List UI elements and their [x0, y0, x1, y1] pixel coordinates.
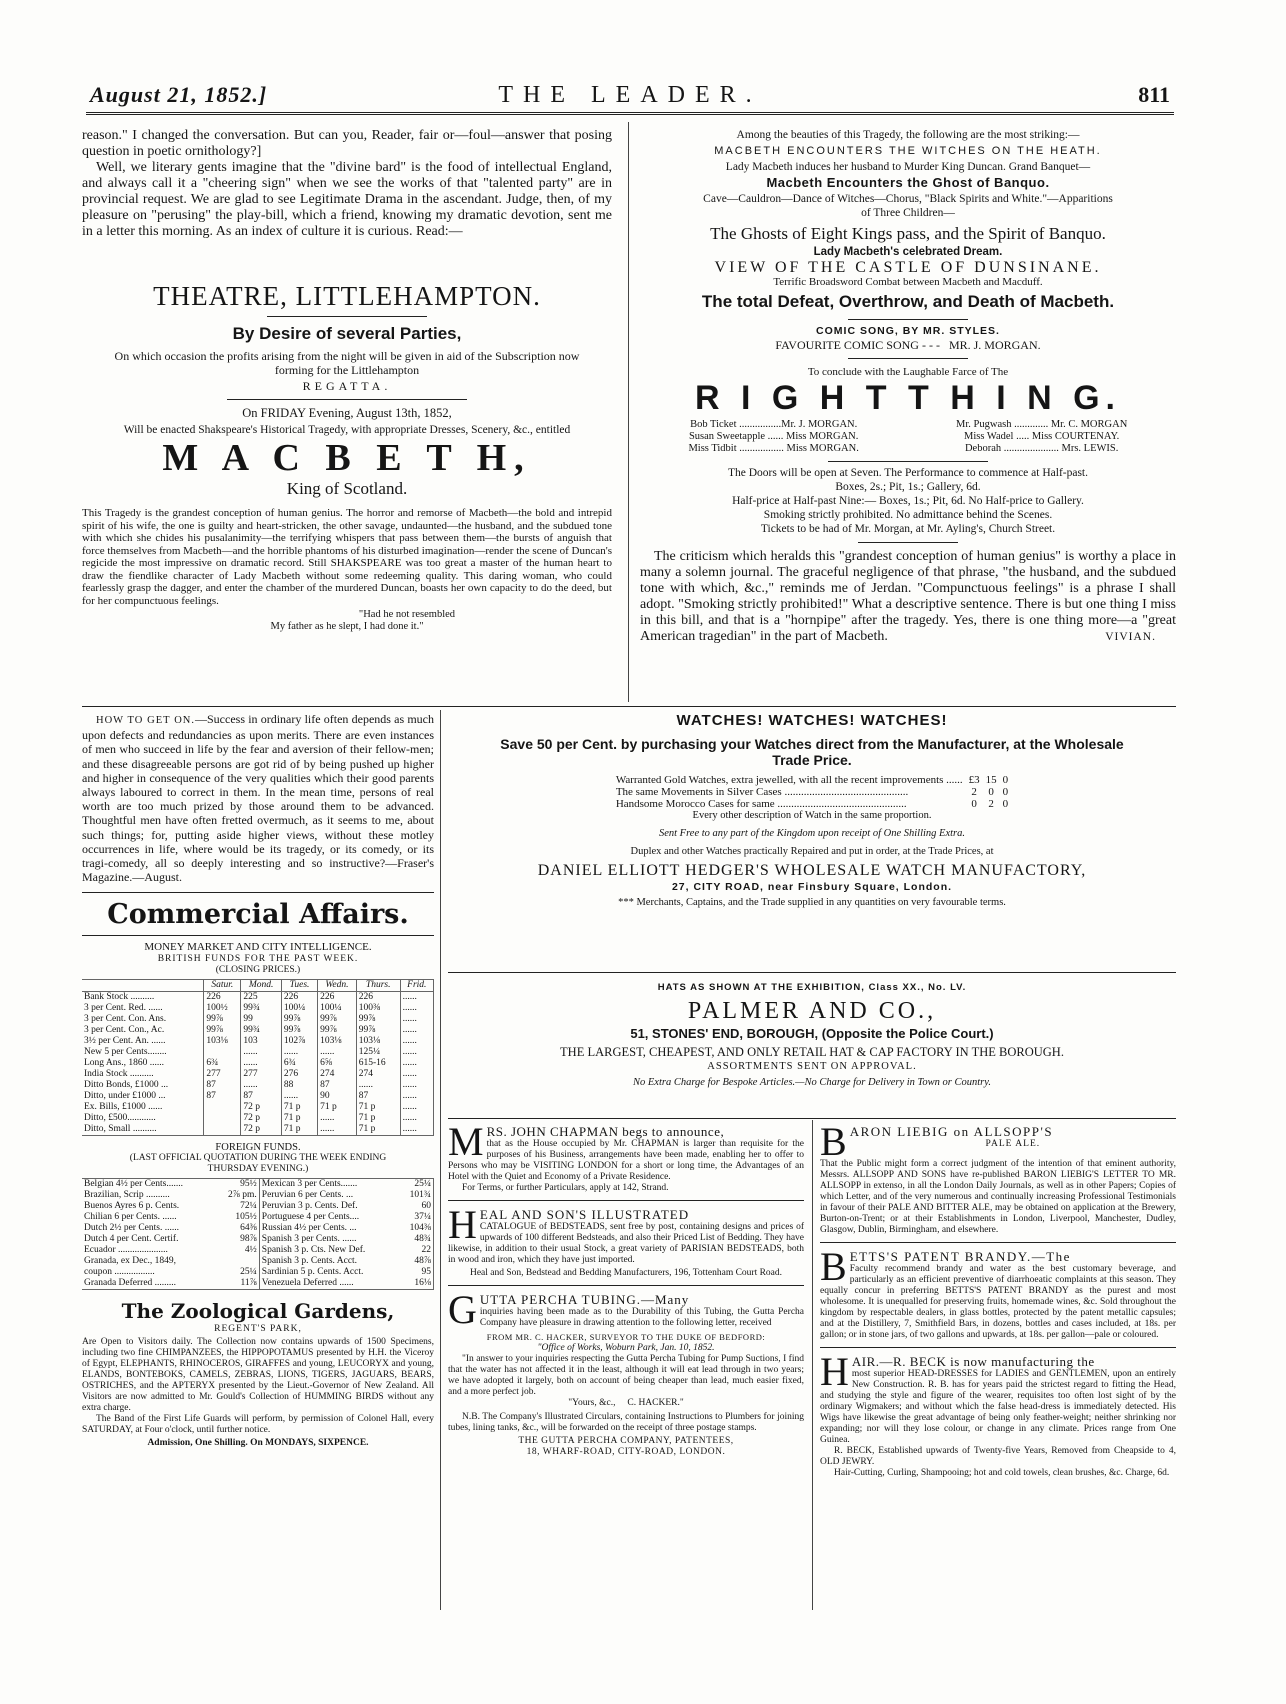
funds-cell: 72 p: [241, 1102, 282, 1113]
favourite-left: FAVOURITE COMIC SONG - - -: [775, 338, 940, 352]
foreign-row: [82, 1223, 434, 1234]
foreign-cell: 64⅜: [216, 1223, 259, 1234]
betts-ad: [820, 1244, 1176, 1341]
heal-sign: Heal and Son, Bedstead and Bedding Manufacturers, 196, Tottenham Court Road.: [469, 1268, 783, 1278]
comment-text: The criticism which heralds this "grandest conception of human genius" is worthy a place in many a solemn journal. The graceful negligence of that phrase, "the husband, and the subdued tone with which, &c.," reminds me of Jerdan. "Compunctuous feelings" is a phrase I shall adopt. "Smoking strictly prohibited!" What a descriptive sentence. There is but one thing I miss in this bill, and that is a "hornpipe" after the tragedy. Yes, there is one thing more—a "great American tragedian" in the part of Macbeth.: [640, 549, 1176, 644]
watches-ad: [448, 712, 1176, 909]
letter-para-1: reason." I changed the conversation. But can you, Reader, fair or—foul—answer that posing question in poetic ornithology?]: [82, 128, 612, 159]
drop-cap: H: [820, 1349, 849, 1394]
foreign-row: [82, 1212, 434, 1223]
signature: VIVIAN.: [1105, 631, 1156, 643]
quote-line-2: My father as he slept, I had done it.": [270, 621, 424, 632]
funds-cell: [204, 1124, 241, 1136]
foreign-row: [82, 1278, 434, 1290]
foreign-cell: Peruvian 3 p. Cents. Def.: [261, 1201, 358, 1212]
foreign-cell: 95½: [216, 1179, 259, 1191]
beauties-line: Among the beauties of this Tragedy, the following are the most striking:—: [736, 129, 1080, 141]
funds-cell: ......: [318, 1124, 357, 1136]
funds-col-header: Mond.: [241, 980, 282, 992]
liebig-ad: [820, 1119, 1176, 1236]
funds-cell: 99⅞: [204, 1014, 241, 1025]
funds-cell: 226: [281, 992, 317, 1004]
funds-cell: ......: [400, 1025, 433, 1036]
funds-cell: Ditto Bonds, £1000 ...: [82, 1080, 204, 1091]
funds-cell: Bank Stock ..........: [82, 992, 204, 1004]
funds-cell: Ditto, Small ..........: [82, 1124, 204, 1136]
funds-cell: 71 p: [356, 1102, 400, 1113]
drop-cap: M: [448, 1119, 484, 1164]
favourite-right: MR. J. MORGAN.: [948, 338, 1041, 352]
funds-cell: 71 p: [356, 1113, 400, 1124]
gutta-letter: "In answer to your inquiries respecting the Gutta Percha Tubing for Pump Suctions, I find that the water has not affected it in the least, although it will eat lead through in two years; we have adopted it largely, both on account of being cheaper than lead, much easier fixed, and a more perfect job.: [448, 1354, 804, 1397]
heal-title: EAL AND SON'S ILLUSTRATED: [479, 1207, 690, 1222]
foreign-row: [82, 1179, 434, 1191]
foreign-cell: Granada Deferred .........: [84, 1278, 177, 1289]
funds-cell: ......: [400, 1102, 433, 1113]
city-road: 27, CITY ROAD, near Finsbury Square, London.: [671, 881, 953, 893]
cast-table: [640, 419, 1176, 455]
lower-left-column: [82, 712, 434, 1449]
funds-cell: ......: [241, 1047, 282, 1058]
how-to-text: —Success in ordinary life often depends as much upon defects and redundancies as upon merits. There are even instances of men who succeed in life by the fear and aversion of their fellow-men; and these disagreeable persons are got rid of by being pushed up higher and higher in consequence of the very qualities which their good parents always laboured to correct in them. In the mean time, persons of real worth are too much prized by those around them to be advanced. Thoughtful men have often fretted overmuch, as it seems to me, about such things; for, putting aside higher views, without these motley occurrences in life, where would be its tragedy, or its comedy, or its tragi-comedy, all so deeply interesting and so instructive?—Fraser's Magazine.—August.: [82, 712, 435, 885]
funds-cell: 226: [318, 992, 357, 1004]
funds-cell: ......: [318, 1113, 357, 1124]
theatre-title: THEATRE, LITTLEHAMPTON.: [153, 281, 541, 311]
letter-para-2: Well, we literary gents imagine that the "divine bard" is the food of intellectual England, and always call it a "cheering sign" when we see the works of that "talented party" are in provincial request. We are glad to see Legitimate Drama in the ascendant. Judge, then, of my pleasure on "perusing" the play-bill, which a friend, knowing my dramatic devotion, sent me in a letter this morning. As an index of culture it is curious. Read:—: [82, 160, 612, 239]
british-funds-table: [82, 979, 434, 1136]
funds-cell: Ditto, under £1000 ...: [82, 1091, 204, 1102]
zoo-band: The Band of the First Life Guards will perform, by permission of Colonel Hall, every SATURDAY, at Four o'clock, until further notice.: [82, 1414, 434, 1436]
funds-cell: ......: [281, 1047, 317, 1058]
foreign-cell: Peruvian 6 per Cents. ...: [261, 1190, 354, 1201]
funds-cell: 99¾: [241, 1003, 282, 1014]
funds-cell: 99⅞: [281, 1025, 317, 1036]
funds-cell: 71 p: [281, 1124, 317, 1136]
hair-text: most superior HEAD-DRESSES for LADIES and GENTLEMEN, upon an entirely New Construction. R. B. has for years paid the strictest regard to fitting the Head, and studying the style and figure of the wearer, requisites too often lost sight of by the ordinary Wigmakers; and without which the false head-dress is immediately detected. His Wigs have likewise the great advantage of being only feather-weight; neither shrinking nor expanding; nor will they lose colour, or change in any climate. Prices range from One Guinea.: [820, 1369, 1176, 1445]
foreign-cell: Spanish 3 per Cents. ......: [261, 1234, 357, 1245]
money-market: MONEY MARKET AND CITY INTELLIGENCE.: [144, 941, 372, 954]
funds-cell: 103: [241, 1036, 282, 1047]
liebig-title: ARON LIEBIG on ALLSOPP'S: [849, 1124, 1054, 1139]
funds-cell: ......: [318, 1047, 357, 1058]
foreign-cell: 11⅞: [216, 1278, 259, 1290]
zoo-heading: The Zoological Gardens,: [121, 1299, 395, 1324]
funds-row: [82, 1047, 434, 1058]
foreign-cell: 4½: [216, 1245, 259, 1256]
page-header: [90, 82, 1170, 108]
foreign-row: [82, 1267, 434, 1278]
middle-ads: [448, 1119, 804, 1458]
gutta-company: THE GUTTA PERCHA COMPANY, PATENTEES,: [518, 1436, 734, 1446]
hair-cut: Hair-Cutting, Curling, Shampooing; hot and cold towels, clean brushes, &c. Charge, 6d.: [834, 1468, 1170, 1478]
funds-cell: 274: [318, 1069, 357, 1080]
funds-cell: 99⅞: [204, 1025, 241, 1036]
palmer-name: PALMER AND CO.,: [687, 998, 937, 1024]
sent-free: Sent Free to any part of the Kingdom upon receipt of One Shilling Extra.: [658, 828, 965, 839]
funds-cell: 99⅞: [356, 1014, 400, 1025]
funds-col-header: Thurs.: [356, 980, 400, 992]
foreign-cell: Belgian 4½ per Cents.......: [84, 1179, 183, 1190]
funds-cell: ......: [400, 1069, 433, 1080]
funds-cell: 99: [241, 1014, 282, 1025]
foreign-cell: Russian 4½ per Cents. ...: [261, 1223, 357, 1234]
funds-cell: 90: [318, 1091, 357, 1102]
funds-cell: 99⅞: [318, 1025, 357, 1036]
funds-cell: Ditto, £500............: [82, 1113, 204, 1124]
header-rule: [86, 112, 1174, 115]
funds-cell: 99⅞: [318, 1014, 357, 1025]
funds-row: [82, 992, 434, 1004]
funds-cell: 103⅛: [356, 1036, 400, 1047]
hedger-factory: DANIEL ELLIOTT HEDGER'S WHOLESALE WATCH MANUFACTORY,: [537, 862, 1087, 879]
zoo-text: Are Open to Visitors daily. The Collection now contains upwards of 1500 Specimens, including two fine CHIMPANZEES, the HIPPOPOTAMUS presented by H.H. the Viceroy of Egypt, ELEPHANTS, RHINOCEROS, GIRAFFES and young, LEUCORYX and young, ELANDS, BONTEBOKS, CAMELS, ZEBRAS, LIONS, TIGERS, JAGUARS, BEARS, OSTRICHES, and the APTERYX presented by the Lieut.-Governor of New Zealand. All Visitors are now admitted to Mr. Gould's Collection of HUMMING BIRDS without any extra charge.: [82, 1337, 434, 1414]
funds-cell: 615-16: [356, 1058, 400, 1069]
foreign-cell: Brazilian, Scrip ..........: [84, 1190, 170, 1201]
funds-cell: ......: [281, 1091, 317, 1102]
funds-col-header: Satur.: [204, 980, 241, 992]
foreign-cell: Spanish 3 p. Cents. Acct.: [261, 1256, 358, 1267]
funds-cell: India Stock ..........: [82, 1069, 204, 1080]
foreign-cell: coupon .................: [84, 1267, 155, 1278]
british-funds: BRITISH FUNDS FOR THE PAST WEEK.: [157, 954, 359, 965]
funds-cell: [204, 1047, 241, 1058]
funds-cell: ......: [400, 1036, 433, 1047]
desire-line: By Desire of several Parties,: [232, 324, 462, 343]
drop-cap: G: [448, 1287, 477, 1332]
smoking-line: Smoking strictly prohibited. No admittance behind the Scenes.: [763, 509, 1053, 521]
foreign-cell: Portuguese 4 per Cents....: [261, 1212, 360, 1223]
foreign-cell: 25¼: [216, 1267, 259, 1278]
quote-line-1: "Had he not resembled: [358, 609, 456, 620]
funds-cell: 125¼: [356, 1047, 400, 1058]
duplex: Duplex and other Watches practically Repaired and put in order, at the Trade Prices, at: [630, 846, 994, 857]
funds-cell: 277: [204, 1069, 241, 1080]
funds-col-header: Frid.: [400, 980, 433, 992]
header-page-number: 811: [1138, 82, 1170, 107]
betts-title: ETTS'S PATENT BRANDY.—The: [849, 1249, 1071, 1264]
letter-column: [82, 128, 612, 240]
cast-cell: Susan Sweetapple ...... Miss MORGAN.: [688, 431, 859, 442]
funds-cell: 225: [241, 992, 282, 1004]
how-to-lead: HOW TO GET ON.: [96, 715, 195, 726]
funds-cell: ......: [356, 1080, 400, 1091]
funds-row: [82, 1124, 434, 1136]
gutta-ad: [448, 1287, 804, 1458]
funds-cell: 102⅞: [281, 1036, 317, 1047]
funds-cell: ......: [400, 1124, 433, 1136]
foreign-cell: 48⅞: [400, 1256, 434, 1267]
macbeth-title: M A C B E T H,: [162, 437, 532, 479]
playbill-right: [640, 128, 1176, 644]
funds-cell: 87: [204, 1091, 241, 1102]
no-extra: No Extra Charge for Bespoke Articles.—No Charge for Delivery in Town or Country.: [633, 1077, 991, 1088]
closing-prices: (CLOSING PRICES.): [215, 965, 301, 976]
combat-line: Terrific Broadsword Combat between Macbeth and Macduff.: [773, 276, 1043, 288]
foreign-cell: Chilian 6 per Cents. ......: [84, 1212, 177, 1223]
funds-cell: ......: [241, 1080, 282, 1091]
hats-shown: HATS AS SHOWN AT THE EXHIBITION, Class XX., No. LV.: [657, 982, 967, 993]
defeat-line: The total Defeat, Overthrow, and Death of Macbeth.: [701, 292, 1115, 311]
funds-cell: 88: [281, 1080, 317, 1091]
friday-line: On FRIDAY Evening, August 13th, 1852,: [242, 406, 452, 420]
funds-cell: 72 p: [241, 1113, 282, 1124]
gutta-from: FROM MR. C. HACKER, SURVEYOR TO THE DUKE OF BEDFORD:: [486, 1332, 766, 1342]
gutta-title: UTTA PERCHA TUBING.—Many: [479, 1292, 690, 1307]
funds-cell: 276: [281, 1069, 317, 1080]
cast-cell: Miss Wadel ..... Miss COURTENAY.: [964, 431, 1120, 442]
king-of-scotland: King of Scotland.: [286, 479, 408, 498]
funds-row: [82, 1036, 434, 1047]
watch-row: Warranted Gold Watches, extra jewelled, with all the recent improvements ...... £3 15 0: [615, 774, 1009, 786]
funds-cell: 71 p: [356, 1124, 400, 1136]
funds-cell: ......: [400, 992, 433, 1004]
funds-cell: 87: [204, 1080, 241, 1091]
half-price-line: Half-price at Half-past Nine:— Boxes, 1s.; Pit, 6d. No Half-price to Gallery.: [732, 495, 1084, 507]
chapman-text: that as the House occupied by Mr. CHAPMAN is larger than requisite for the purposes of his Business, arrangements have been made, enabling her to offer to Persons who may be VISITING LONDON for a short or long time, the Advantages of an Hotel with the Quiet and Economy of a Private Residence.: [448, 1139, 804, 1182]
doors-line: The Doors will be open at Seven. The Performance to commence at Half-past.: [728, 467, 1088, 479]
every-other: Every other description of Watch in the same proportion.: [692, 810, 932, 821]
foreign-cell: 48¾: [400, 1234, 434, 1245]
watches-heading: WATCHES! WATCHES! WATCHES!: [676, 712, 948, 729]
how-to-get-on: [82, 712, 434, 884]
funds-cell: 87: [241, 1091, 282, 1102]
palmer-address: 51, STONES' END, BOROUGH, (Opposite the Police Court.): [630, 1026, 994, 1041]
drop-cap: H: [448, 1202, 477, 1247]
foreign-cell: 72¼: [216, 1201, 259, 1212]
funds-cell: 100¼: [318, 1003, 357, 1014]
funds-cell: Long Ans., 1860 ......: [82, 1058, 204, 1069]
funds-cell: 6¾: [204, 1058, 241, 1069]
funds-cell: 71 p: [318, 1102, 357, 1113]
boxes-line: Boxes, 2s.; Pit, 1s.; Gallery, 6d.: [835, 481, 981, 493]
drop-cap: B: [820, 1119, 847, 1164]
foreign-cell: 98⅞: [216, 1234, 259, 1245]
funds-cell: ......: [400, 1091, 433, 1102]
foreign-cell: Dutch 4 per Cent. Certif.: [84, 1234, 179, 1245]
foreign-cell: 16⅛: [400, 1278, 434, 1290]
gutta-hacker: C. HACKER.": [627, 1398, 684, 1408]
funds-cell: 99⅞: [356, 1025, 400, 1036]
playbill-left: [82, 280, 612, 633]
occasion-line: On which occasion the profits arising from the night will be given in aid of the Subscription now forming for the Littlehampton: [114, 349, 580, 377]
funds-cell: 6⅝: [318, 1058, 357, 1069]
palmer-largest: THE LARGEST, CHEAPEST, AND ONLY RETAIL HAT & CAP FACTORY IN THE BOROUGH.: [560, 1045, 1064, 1059]
zoo-admission: Admission, One Shilling. On MONDAYS, SIXPENCE.: [147, 1438, 369, 1449]
foreign-funds-table: [82, 1178, 434, 1290]
funds-cell: 100⅜: [356, 1003, 400, 1014]
chapman-terms: For Terms, or further Particulars, apply at 142, Strand.: [462, 1183, 669, 1193]
cast-cell: Deborah ..................... Mrs. LEWIS.: [964, 443, 1119, 454]
funds-cell: 274: [356, 1069, 400, 1080]
funds-cell: 103⅛: [204, 1036, 241, 1047]
foreign-cell: 105½: [216, 1212, 259, 1223]
funds-cell: 103⅛: [318, 1036, 357, 1047]
save-line: Save 50 per Cent. by purchasing your Watches direct from the Manufacturer, at the Wholesale Trade Price.: [500, 736, 1124, 768]
heal-ad: [448, 1202, 804, 1279]
chapman-title: RS. JOHN CHAPMAN begs to announce,: [486, 1124, 725, 1139]
funds-cell: 3 per Cent. Red. ......: [82, 1003, 204, 1014]
witches-line: MACBETH ENCOUNTERS THE WITCHES ON THE HEATH.: [714, 145, 1102, 157]
right-thing-title: R I G H T T H I N G.: [695, 379, 1121, 417]
foreign-row: [82, 1190, 434, 1201]
tragedy-blurb: This Tragedy is the grandest conception of human genius. The horror and remorse of Macbeth—the bold and intrepid spirit of his wife, the one is guilty and heart-stricken, the other savage, undaunted—the husband, and the subdued tone with which she chides his pusalanimity—the terrifying whispers that pass between them—the bursts of anguish that force themselves from Macbeth—and the horrible phantoms of his disturbed imagination—render the scene of Duncan's regicide the most impressive on dramatic record. Still SHAKSPEARE was too great a master of the human heart to draw the fiendlike character of Lady Macbeth without some redeeming quality. This daring woman, who could fearlessly grasp the dagger, and enter the chamber of the murdered Duncan, boasts her own capacity to do the deed, but for her compunctuous feelings.: [82, 507, 612, 607]
watch-row: Handsome Morocco Cases for same ............................................... 0 2 0: [615, 798, 1009, 810]
hair-est: R. BECK, Established upwards of Twenty-five Years, Removed from Cheapside to 4, OLD JEWRY.: [820, 1446, 1176, 1467]
funds-cell: 87: [356, 1091, 400, 1102]
regents-park: REGENT'S PARK,: [214, 1324, 302, 1335]
funds-cell: ......: [400, 1014, 433, 1025]
foreign-row: [82, 1245, 434, 1256]
hats-ad: [448, 982, 1176, 1089]
gutta-text: inquiries having been made as to the Durability of this Tubing, the Gutta Percha Company have pleasure in drawing attention to the following letter, received: [479, 1307, 804, 1328]
funds-cell: [204, 1102, 241, 1113]
gutta-yours: "Yours, &c.,: [568, 1398, 616, 1408]
kings-line: The Ghosts of Eight Kings pass, and the Spirit of Banquo.: [710, 224, 1106, 243]
funds-cell: 87: [318, 1080, 357, 1091]
funds-cell: 226: [356, 992, 400, 1004]
foreign-cell: 95: [400, 1267, 434, 1278]
header-date: August 21, 1852.]: [90, 82, 268, 107]
tickets-line: Tickets to be had of Mr. Morgan, at Mr. Ayling's, Church Street.: [760, 523, 1056, 535]
funds-col-header: [82, 980, 204, 992]
ghost-line: Macbeth Encounters the Ghost of Banquo.: [766, 175, 1050, 190]
funds-cell: 3 per Cent. Con., Ac.: [82, 1025, 204, 1036]
funds-row: [82, 1080, 434, 1091]
foreign-cell: Mexican 3 per Cents.......: [261, 1179, 358, 1190]
approval: ASSORTMENTS SENT ON APPROVAL.: [707, 1061, 917, 1072]
comic-song: COMIC SONG, BY MR. STYLES.: [816, 325, 1000, 337]
funds-cell: ......: [400, 1080, 433, 1091]
foreign-cell: Buenos Ayres 6 p. Cents.: [84, 1201, 180, 1212]
foreign-cell: Venezuela Deferred ......: [261, 1278, 354, 1289]
funds-row: [82, 1113, 434, 1124]
foreign-cell: 25¼: [400, 1179, 434, 1191]
funds-col-header: Wedn.: [318, 980, 357, 992]
merchants: *** Merchants, Captains, and the Trade supplied in any quantities on very favourable terms.: [618, 897, 1006, 908]
funds-cell: 99⅞: [281, 1014, 317, 1025]
funds-cell: 71 p: [281, 1102, 317, 1113]
cave-line: Cave—Cauldron—Dance of Witches—Chorus, "Black Spirits and White."—Apparitions of Three Children—: [703, 193, 1113, 219]
cast-cell: Miss Tidbit ................. Miss MORGAN.: [688, 443, 859, 454]
foreign-funds: FOREIGN FUNDS.: [215, 1142, 301, 1154]
foreign-cell: 101¾: [400, 1190, 434, 1201]
foreign-cell: 2⅞ pm.: [216, 1190, 259, 1201]
funds-cell: 226: [204, 992, 241, 1004]
right-ads: [820, 1119, 1176, 1479]
betts-text: Faculty recommend brandy and water as the best customary beverage, and particularly as an efficient preventive of diarrhoeatic complaints at this season. They equally concur in preferring BETTS'S PATENT BRANDY as the purest and most wholesome. It is unequalled for preserving fruits, homemade wines, &c. Sold throughout the kingdom by respectable dealers, in glass bottles, protected by the patent metallic capsules; and at the Distillery, 7, Smithfield Bars, in dozens, bottles and cases included, at 18s. per gallon; or in stone jars, of two gallons and upwards, at 18s. per gallon—pale or coloured.: [820, 1264, 1176, 1340]
funds-cell: 100¼: [281, 1003, 317, 1014]
farce-line: To conclude with the Laughable Farce of The: [807, 366, 1009, 378]
view-line: VIEW OF THE CASTLE OF DUNSINANE.: [714, 259, 1102, 276]
funds-col-header: Tues.: [281, 980, 317, 992]
gutta-nb: N.B. The Company's Illustrated Circulars, containing Instructions to Plumbers for joining tubes, lining tanks, &c., will be forwarded on the receipt of three postage stamps.: [448, 1412, 804, 1433]
foreign-row: [82, 1256, 434, 1267]
hair-title: AIR.—R. BECK is now manufacturing the: [851, 1354, 1095, 1369]
commercial-heading: Commercial Affairs.: [107, 899, 409, 931]
induces-line: Lady Macbeth induces her husband to Murder King Duncan. Grand Banquet—: [725, 161, 1091, 173]
funds-cell: 99¾: [241, 1025, 282, 1036]
funds-row: [82, 1102, 434, 1113]
funds-cell: 72 p: [241, 1124, 282, 1136]
gutta-address: 18, WHARF-ROAD, CITY-ROAD, LONDON.: [526, 1447, 726, 1457]
foreign-cell: Dutch 2½ per Cents. ......: [84, 1223, 179, 1234]
funds-row: [82, 1091, 434, 1102]
foreign-cell: Ecuador .....................: [84, 1245, 168, 1256]
funds-row: [82, 1058, 434, 1069]
foreign-row: [82, 1234, 434, 1245]
foreign-cell: 22: [400, 1245, 434, 1256]
funds-cell: Ex. Bills, £1000 ......: [82, 1102, 204, 1113]
funds-row: [82, 1003, 434, 1014]
dream-line: Lady Macbeth's celebrated Dream.: [813, 246, 1003, 258]
foreign-cell: Granada, ex Dec., 1849,: [84, 1256, 177, 1267]
liebig-text: That the Public might form a correct judgment of the intention of that eminent authority, Messrs. ALLSOPP AND SONS have re-published BARON LIEBIG'S LETTER TO MR. ALLSOPP in extenso, in all the London Daily Journals, as well as in other Papers; Copies of which Letter, and of the very numerous and continually increasing Professional Testimonials in favour of their PALE AND BITTER ALE, may be obtained on application at the Brewery, Burton-on-Trent; or at their Establishments in London, Liverpool, Manchester, Dudley, Glasgow, Dublin, Birmingham, and elsewhere.: [820, 1159, 1176, 1235]
funds-cell: 277: [241, 1069, 282, 1080]
funds-row: [82, 1069, 434, 1080]
funds-cell: New 5 per Cents........: [82, 1047, 204, 1058]
funds-cell: 3 per Cent. Con. Ans.: [82, 1014, 204, 1025]
cast-cell: Mr. Pugwash ............. Mr. C. MORGAN: [956, 419, 1128, 430]
funds-cell: 6¾: [281, 1058, 317, 1069]
watch-prices: [613, 774, 1011, 810]
header-title: THE LEADER.: [498, 82, 762, 108]
cast-cell: Bob Ticket ................Mr. J. MORGAN.: [690, 419, 858, 430]
foreign-cell: [216, 1256, 259, 1267]
funds-cell: ......: [400, 1047, 433, 1058]
funds-cell: ......: [400, 1113, 433, 1124]
funds-cell: ......: [400, 1058, 433, 1069]
foreign-cell: Sardinian 5 p. Cents. Acct.: [261, 1267, 364, 1278]
watch-row: The same Movements in Silver Cases ............................................. 2 0 0: [615, 786, 1009, 798]
hair-ad: [820, 1349, 1176, 1479]
funds-cell: 3½ per Cent. An. ......: [82, 1036, 204, 1047]
funds-cell: [204, 1113, 241, 1124]
regatta: REGATTA.: [302, 379, 392, 393]
funds-row: [82, 1025, 434, 1036]
foreign-cell: Spanish 3 p. Cts. New Def.: [261, 1245, 366, 1256]
funds-row: [82, 1014, 434, 1025]
heal-text: CATALOGUE of BEDSTEADS, sent free by post, containing designs and prices of upwards of 100 different Bedsteads, and also their Priced List of Bedding. They have likewise, in addition to their usual Stock, a great variety of PARISIAN BEDSTEADS, both in wood and iron, which they have just imported.: [448, 1222, 804, 1265]
enacted-line: Will be enacted Shakspeare's Historical Tragedy, with appropriate Dresses, Scenery, &c., entitled: [123, 424, 571, 436]
liebig-sub: PALE ALE.: [985, 1139, 1041, 1149]
foreign-cell: 104⅜: [400, 1223, 434, 1234]
foreign-row: [82, 1201, 434, 1212]
funds-cell: 100½: [204, 1003, 241, 1014]
funds-cell: ......: [400, 1003, 433, 1014]
gutta-office: "Office of Works, Woburn Park, Jan. 10, 1852.: [537, 1343, 715, 1353]
funds-cell: ......: [241, 1058, 282, 1069]
foreign-note: (LAST OFFICIAL QUOTATION DURING THE WEEK ENDING THURSDAY EVENING.): [129, 1153, 387, 1175]
foreign-cell: 60: [400, 1201, 434, 1212]
foreign-cell: 37¼: [400, 1212, 434, 1223]
drop-cap: B: [820, 1244, 847, 1289]
chapman-ad: [448, 1119, 804, 1194]
funds-cell: 71 p: [281, 1113, 317, 1124]
